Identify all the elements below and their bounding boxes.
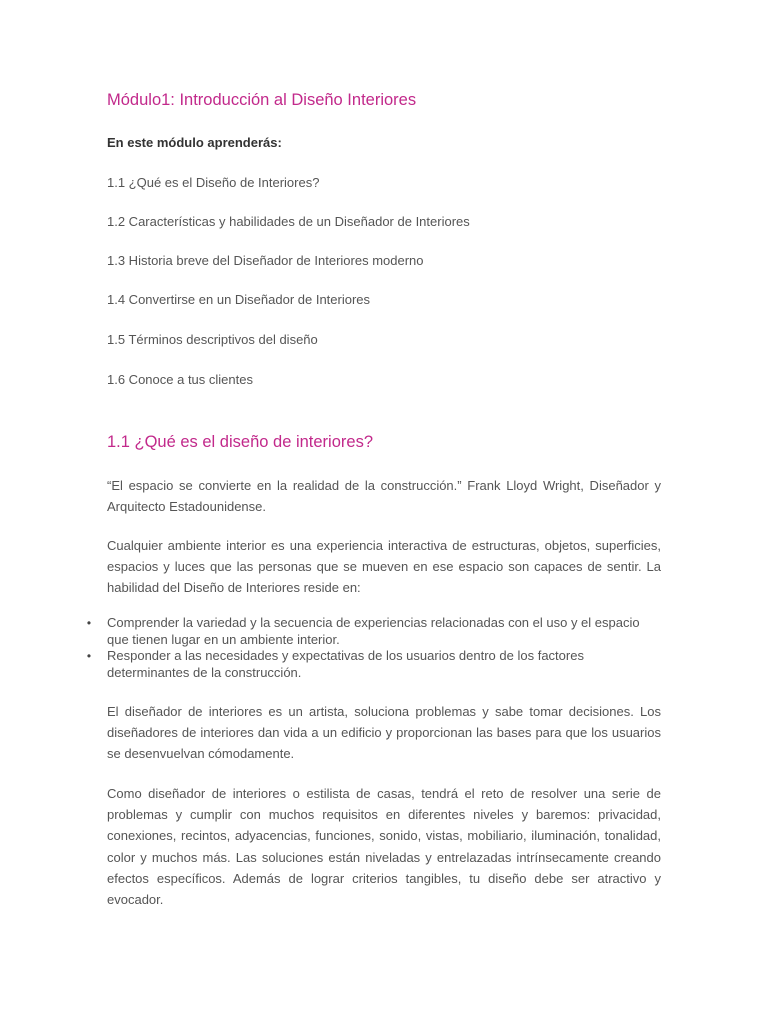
list-item-text: Responder a las necesidades y expectativas de los usuarios dentro de los factores determinantes de la construcción. xyxy=(107,648,584,680)
quote-paragraph: “El espacio se convierte en la realidad de la construcción.” Frank Lloyd Wright, Diseñador y Arquitecto Estadounidense. xyxy=(107,478,661,515)
module-title: Módulo1: Introducción al Diseño Interiores xyxy=(107,91,417,109)
section-title: 1.1 ¿Qué es el diseño de interiores? xyxy=(107,433,373,451)
toc-item-1-6: 1.6 Conoce a tus clientes xyxy=(107,372,253,387)
list-item-text: Comprender la variedad y la secuencia de experiencias relacionadas con el uso y el espacio que tienen lugar en un ambiente interior. xyxy=(107,615,640,647)
module-lead: En este módulo aprenderás: xyxy=(107,135,282,150)
toc-item-1-5: 1.5 Términos descriptivos del diseño xyxy=(107,332,318,347)
list-item xyxy=(84,648,644,681)
designer-paragraph: El diseñador de interiores es un artista, soluciona problemas y sabe tomar decisiones. Los diseñadores de interiores dan vida a un edificio y proporcionan las bases para que los usuarios se desenvuelvan cómodamente. xyxy=(107,704,661,762)
list-item xyxy=(84,615,644,648)
toc-item-1-4: 1.4 Convertirse en un Diseñador de Interiores xyxy=(107,292,371,307)
skills-list xyxy=(84,615,644,681)
intro-paragraph: Cualquier ambiente interior es una experiencia interactiva de estructuras, objetos, superficies, espacios y luces que las personas que se mueven en ese espacio son capaces de sentir. La habilidad del Diseño de Interiores reside en: xyxy=(107,538,661,596)
toc-item-1-2: 1.2 Características y habilidades de un Diseñador de Interiores xyxy=(107,214,470,229)
bullet-icon: • xyxy=(86,616,92,630)
toc-item-1-3: 1.3 Historia breve del Diseñador de Interiores moderno xyxy=(107,253,424,268)
toc-item-1-1: 1.1 ¿Qué es el Diseño de Interiores? xyxy=(107,175,320,190)
bullet-icon: • xyxy=(86,649,92,663)
challenge-paragraph: Como diseñador de interiores o estilista de casas, tendrá el reto de resolver una serie de problemas y cumplir con muchos requisitos en diferentes niveles y baremos: privacidad, conexiones, recintos, adyacencias, funciones, sonido, vistas, mobiliario, iluminación, tonalidad, color y muchos más. Las soluciones están niveladas y entrelazadas intrínsecamente creando efectos específicos. Además de lograr criterios tangibles, tu diseño debe ser atractivo y evocador. xyxy=(107,786,661,908)
